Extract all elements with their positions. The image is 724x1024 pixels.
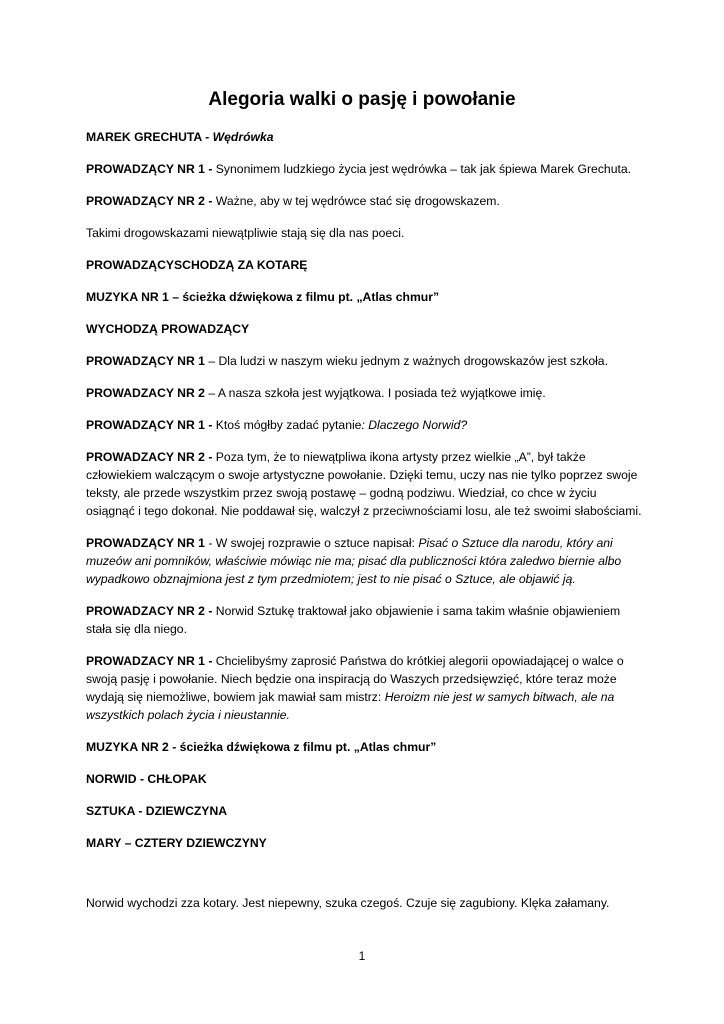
paragraph-host1-invite	[86, 652, 646, 724]
paragraph-host2-intro	[86, 192, 646, 210]
song-title: Wędrówka	[212, 130, 274, 144]
paragraph-host1-quote	[86, 534, 646, 588]
paragraph-text: – A nasza szkoła jest wyjątkowa. I posiada też wyjątkowe imię.	[204, 386, 546, 400]
cast-text: MARY – CZTERY DZIEWCZYNY	[86, 836, 267, 850]
music-cue-2	[86, 738, 646, 756]
paragraph-quote: Heroizm nie jest w samych bitwach, ale na wszystkich polach życia i nieustannie.	[86, 690, 615, 722]
cast-sztuka	[86, 802, 646, 820]
cast-norwid	[86, 770, 646, 788]
speaker-label: PROWADZĄCY NR 1 -	[86, 418, 216, 432]
stage-direction-enter	[86, 320, 646, 338]
paragraph-text: Ważne, aby w tej wędrówce stać się drogowskazem.	[215, 194, 500, 208]
speaker-label: PROWADZACY NR 2 -	[86, 450, 216, 464]
document-body	[86, 128, 646, 926]
paragraph-host2-school	[86, 384, 646, 402]
stage-direction-text: WYCHODZĄ PROWADZĄCY	[86, 322, 250, 336]
paragraph-host2-norwid	[86, 448, 646, 520]
document-title: Alegoria walki o pasję i powołanie	[208, 89, 516, 110]
speaker-label: MAREK GRECHUTA -	[86, 130, 213, 144]
paragraph-italic: : Dlaczego Norwid?	[361, 418, 468, 432]
paragraph-text: Poza tym, że to niewątpliwa ikona artysty przez wielkie „A”, był także człowiekiem walczącym o swoje artystyczne powołanie. Dzięki temu, uczy nas nie tylko poprzez swoje teksty, ale przede wszystkim przez swoją postawę – godną podziwu. Wiedział, co chce w życiu osiągnąć i tego dokonał. Nie poddawał się, walczył z przeciwnościami losu, ale też swoimi słabościami.	[86, 450, 642, 518]
stage-direction-text: PROWADZĄCYSCHODZĄ ZA KOTARĘ	[86, 258, 308, 272]
speaker-label: PROWADZACY NR 2 -	[86, 604, 216, 618]
cast-text: NORWID - CHŁOPAK	[86, 772, 207, 786]
paragraph-poets	[86, 224, 646, 242]
stage-direction-exit	[86, 256, 646, 274]
paragraph-text: Norwid Sztukę traktował jako objawienie i sama takim właśnie objawieniem stała się dla niego.	[86, 604, 621, 636]
speaker-label: PROWADZĄCY NR 2 -	[86, 194, 216, 208]
page-number: 1	[358, 949, 366, 963]
paragraph-text: Ktoś mógłby zadać pytanie	[215, 418, 362, 432]
music-cue-text: MUZYKA NR 1 – ścieżka dźwiękowa z filmu pt. „Atlas chmur”	[86, 290, 440, 304]
paragraph-text: Takimi drogowskazami niewątpliwie stają się dla nas poeci.	[86, 226, 405, 240]
music-cue-1	[86, 288, 646, 306]
paragraph-host2-art	[86, 602, 646, 638]
paragraph-host1-question	[86, 416, 646, 434]
music-cue-text: MUZYKA NR 2 - ścieżka dźwiękowa z filmu pt. „Atlas chmur”	[86, 740, 437, 754]
paragraph-text: Norwid wychodzi zza kotary. Jest niepewny, szuka czegoś. Czuje się zagubiony. Klęka załamany.	[86, 896, 610, 910]
speaker-label: PROWADZĄCY NR 1	[86, 354, 205, 368]
speaker-label: PROWADZĄCY NR 1 -	[86, 162, 216, 176]
speaker-label: PROWADZACY NR 1 -	[86, 654, 216, 668]
paragraph-text: Synonimem ludzkiego życia jest wędrówka – tak jak śpiewa Marek Grechuta.	[215, 162, 632, 176]
speaker-label: PROWADZACY NR 2	[86, 386, 205, 400]
spacer	[86, 866, 646, 894]
paragraph-text: Chcielibyśmy zaprosić Państwa do krótkiej alegorii opowiadającej o walce o swoją pasję i powołanie. Niech będzie ona inspiracją do Waszych przedsięwzięć, które teraz może wydają się niemożliwe, bowiem jak mawiał sam mistrz:	[86, 654, 624, 704]
paragraph-text: – Dla ludzi w naszym wieku jednym z ważnych drogowskazów jest szkoła.	[204, 354, 608, 368]
paragraph-text: - W swojej rozprawie o sztuce napisał:	[204, 536, 419, 550]
paragraph-host1-intro	[86, 160, 646, 178]
speaker-label: PROWADZĄCY NR 1	[86, 536, 205, 550]
cast-text: SZTUKA - DZIEWCZYNA	[86, 804, 228, 818]
paragraph-stage-action	[86, 894, 646, 912]
paragraph-host1-school	[86, 352, 646, 370]
paragraph-quote: Pisać o Sztuce dla narodu, który ani muzeów ani pomników, właściwie mówiąc nie ma; pisać dla publiczności która zaledwo biernie albo wypadkowo obznajmiona jest z tym przedmiotem; jest to nie pisać o Sztuce, ale objawić ją.	[86, 536, 622, 586]
cast-mary	[86, 834, 646, 852]
paragraph-song	[86, 128, 646, 146]
